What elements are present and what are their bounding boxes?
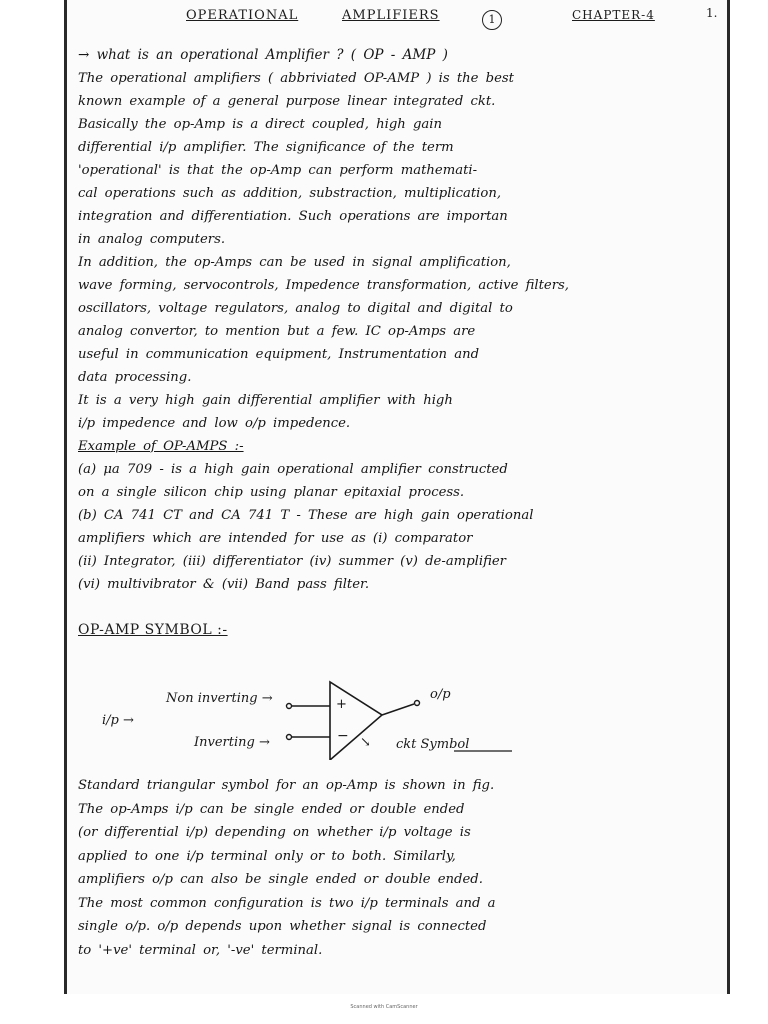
text-line: Standard triangular symbol for an op-Amp is shown in fig. [78,778,495,793]
text-line: amplifiers which are intended for use as (i) comparator [78,531,473,546]
text-line: integration and differentiation. Such operations are importan [78,209,508,224]
page-header [78,8,718,30]
text-line: It is a very high gain differential amplifier with high [78,393,453,408]
scanner-watermark: Scanned with CamScanner [350,1004,418,1010]
notebook-page [78,0,718,994]
text-line: useful in communication equipment, Instrumentation and [78,347,480,362]
diagram-output-label: o/p [430,687,451,702]
diagram-caption: ckt Symbol [396,737,470,752]
diagram-input-label: i/p → [102,713,134,728]
output-terminal [415,701,420,706]
body-text [78,44,718,596]
explanation-paragraph [78,774,718,962]
text-line: The op-Amps i/p can be single ended or double ended [78,801,465,817]
page-circle: 1 [482,10,502,30]
text-line: applied to one i/p terminal only or to both. Similarly, [78,848,456,864]
text-line: to '+ve' terminal or, '-ve' terminal. [78,942,323,958]
text-line: single o/p. o/p depends upon whether signal is connected [78,919,487,934]
output-wire [382,704,414,715]
plus-sign: + [336,697,347,712]
text-line: oscillators, voltage regulators, analog to digital and digital to [78,301,513,316]
text-line: cal operations such as addition, substraction, multiplication, [78,186,502,201]
text-line: Basically the op-Amp is a direct coupled, high gain [78,117,442,132]
text-line: Example of OP-AMPS :- [78,439,244,454]
text-line: i/p impedence and low o/p impedence. [78,416,351,431]
text-line: The operational amplifiers ( abbriviated OP-AMP ) is the best [78,71,514,86]
text-line: known example of a general purpose linear integrated ckt. [78,94,496,109]
text-line: In addition, the op-Amps can be used in signal amplification, [78,255,511,270]
text-line: in analog computers. [78,232,226,247]
caption-arrow: ↘ [360,735,371,750]
text-line: on a single silicon chip using planar epitaxial process. [78,485,465,500]
page-number: 1. [706,6,718,20]
text-line: (ii) Integrator, (iii) differentiator (iv) summer (v) de-amplifier [78,554,506,569]
text-line: (b) CA 741 CT and CA 741 T - These are high gain operational [78,508,534,523]
text-line: (vi) multivibrator & (vii) Band pass filter. [78,577,370,592]
text-line: The most common configuration is two i/p terminals and a [78,895,496,911]
text-line: (a) μa 709 - is a high gain operational amplifier constructed [78,462,508,477]
text-line: → what is an operational Amplifier ? ( OP - AMP ) [78,47,448,63]
symbol-heading: OP-AMP SYMBOL :- [78,622,228,638]
chapter-label: CHAPTER-4 [572,8,655,22]
diagram-inverting-label: Inverting → [194,735,270,750]
header-title-right: AMPLIFIERS [342,8,440,23]
noninverting-terminal [287,704,292,709]
text-line: wave forming, servocontrols, Impedence transformation, active filters, [78,278,569,293]
minus-sign: − [337,728,349,744]
opamp-triangle [330,682,382,760]
text-line: (or differential i/p) depending on whether i/p voltage is [78,825,471,840]
text-line: differential i/p amplifier. The significance of the term [78,140,454,155]
header-title-left: OPERATIONAL [186,8,299,23]
text-line: analog convertor, to mention but a few. IC op-Amps are [78,324,476,339]
diagram-noninverting-label: Non inverting → [166,691,273,706]
text-line: 'operational' is that the op-Amp can perform mathemati- [78,163,478,178]
text-line: amplifiers o/p can also be single ended or double ended. [78,872,483,887]
text-line: data processing. [78,370,192,385]
inverting-terminal [287,735,292,740]
opamp-diagram [78,660,718,760]
